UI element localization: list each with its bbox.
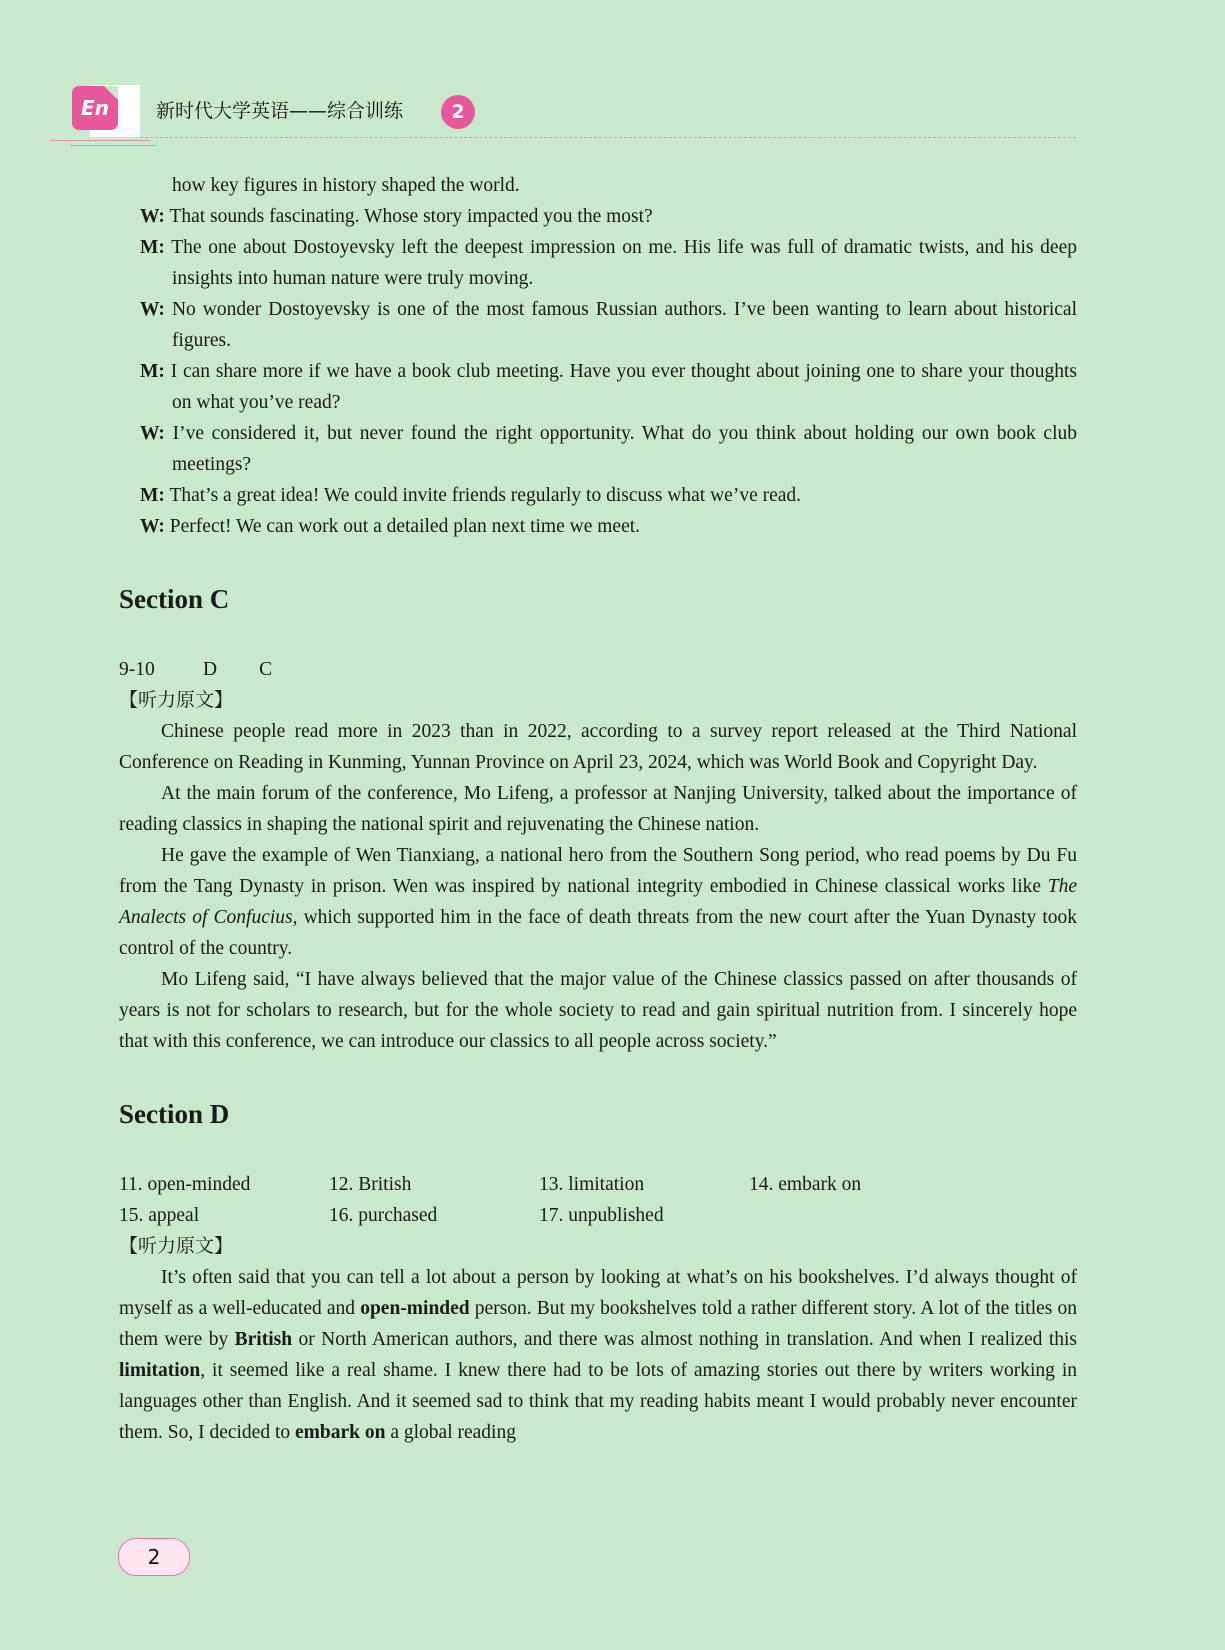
- dialog-text: Perfect! We can work out a detailed plan next time we meet.: [169, 516, 641, 537]
- section-c-answers: [119, 654, 1077, 685]
- paragraph-text: He gave the example of Wen Tianxiang, a national hero from the Southern Song period, who read poems by Du Fu from the Tang Dynasty in prison. Wen was inspired by national integrity embodied in Chinese classical works like: [119, 845, 1077, 897]
- answer-item: 16. purchased: [329, 1205, 438, 1226]
- en-logo-icon: En: [72, 86, 118, 130]
- header-accent-line: [50, 140, 150, 141]
- answer-item: 12. British: [329, 1174, 412, 1195]
- answer-item: 11. open-minded: [119, 1174, 251, 1195]
- dialog-text: No wonder Dostoyevsky is one of the most famous Russian authors. I’ve been wanting to learn about historical figures.: [171, 299, 1077, 351]
- page-number: 2: [118, 1538, 190, 1576]
- paragraph-text: , which supported him in the face of death threats from the new court after the Yuan Dynasty took control of the country.: [119, 907, 1077, 959]
- dialog-line: [140, 418, 1077, 480]
- paragraph-text: , it seemed like a real shame. I knew there had to be lots of amazing stories out there by writers working in languages other than English. And it seemed sad to think that my reading habits meant I would probably never encounter them. So, I decided to: [119, 1360, 1077, 1443]
- dialog-text: The one about Dostoyevsky left the deepest impression on me. His life was full of dramatic twists, and his deep insights into human nature were truly moving.: [171, 237, 1077, 289]
- answer-range: 9-10: [119, 659, 155, 680]
- answer-highlight: embark on: [295, 1422, 386, 1443]
- dialog-text: That’s a great idea! We could invite friends regularly to discuss what we’ve read.: [169, 485, 802, 506]
- transcript-paragraph: At the main forum of the conference, Mo Lifeng, a professor at Nanjing University, talked about the importance of reading classics in shaping the national spirit and rejuvenating the Chinese nation.: [119, 783, 1077, 835]
- section-d-heading: Section D: [119, 1099, 230, 1129]
- speaker-label: W:: [140, 423, 165, 444]
- dialog-line: [140, 480, 1077, 511]
- logo-fold-corner: [104, 86, 118, 100]
- paragraph-text: It’s often said that you can tell a lot about a person by looking at what’s on his bookshelves. I’d always thought of myself as a well-educated and: [119, 1267, 1077, 1319]
- speaker-label: M:: [140, 361, 165, 382]
- speaker-label: M:: [140, 485, 165, 506]
- page-header: [0, 0, 1225, 150]
- dialog-text: I can share more if we have a book club meeting. Have you ever thought about joining one to share your thoughts on what you’ve read?: [170, 361, 1077, 413]
- answer-item: 13. limitation: [539, 1174, 645, 1195]
- section-c-heading: Section C: [119, 584, 230, 614]
- dialog-line: [140, 294, 1077, 356]
- answer-item: 14. embark on: [749, 1174, 862, 1195]
- header-accent-line: [70, 145, 156, 146]
- answer-item: 15. appeal: [119, 1205, 200, 1226]
- dialog-line: [140, 201, 1077, 232]
- book-title: 新时代大学英语——综合训练: [156, 100, 404, 122]
- transcript-paragraph: Chinese people read more in 2023 than in 2022, according to a survey report released at the Third National Conference on Reading in Kunming, Yunnan Province on April 23, 2024, which was World Book and Copyright Day.: [119, 721, 1077, 773]
- transcript-label: 【听力原文】: [119, 1235, 234, 1257]
- speaker-label: M:: [140, 237, 165, 258]
- dialog-line: [140, 511, 1077, 542]
- answer-highlight: British: [234, 1329, 293, 1350]
- header-dashed-divider: [140, 137, 1076, 138]
- paragraph-text: a global reading: [385, 1422, 516, 1443]
- answer-item: D: [203, 659, 218, 680]
- answer-item: 17. unpublished: [539, 1205, 664, 1226]
- paragraph-text: or North American authors, and there was almost nothing in translation. And when I realized this: [292, 1329, 1077, 1350]
- answer-highlight: limitation: [119, 1360, 201, 1381]
- transcript-paragraph: [119, 1262, 1077, 1448]
- answer-highlight: open-minded: [360, 1298, 470, 1319]
- dialog-transcript: [119, 170, 1077, 542]
- answer-item: C: [259, 659, 273, 680]
- dialog-line: [140, 170, 1077, 201]
- dialog-text: That sounds fascinating. Whose story impacted you the most?: [169, 206, 653, 227]
- transcript-paragraph: Mo Lifeng said, “I have always believed that the major value of the Chinese classics passed on after thousands of years is not for scholars to research, but for the whole society to read and gain spiritual nutrition from. I sincerely hope that with this conference, we can introduce our classics to all people across society.”: [119, 969, 1077, 1052]
- dialog-text: I’ve considered it, but never found the right opportunity. What do you think about holding our own book club meetings?: [172, 423, 1077, 475]
- dialog-line: [140, 232, 1077, 294]
- transcript-paragraph: [119, 840, 1077, 964]
- transcript-label: 【听力原文】: [119, 689, 234, 711]
- page-content: [119, 170, 1077, 1448]
- speaker-label: W:: [140, 516, 165, 537]
- book-title-italic: The Analects of Confucius: [119, 876, 1077, 928]
- volume-badge: 2: [441, 95, 475, 129]
- section-d-answers: [119, 1169, 1077, 1231]
- speaker-label: W:: [140, 299, 165, 320]
- paragraph-text: person. But my bookshelves told a rather different story. A lot of the titles on them were by: [119, 1298, 1077, 1350]
- speaker-label: W:: [140, 206, 165, 227]
- dialog-text: how key figures in history shaped the world.: [172, 175, 520, 196]
- dialog-line: [140, 356, 1077, 418]
